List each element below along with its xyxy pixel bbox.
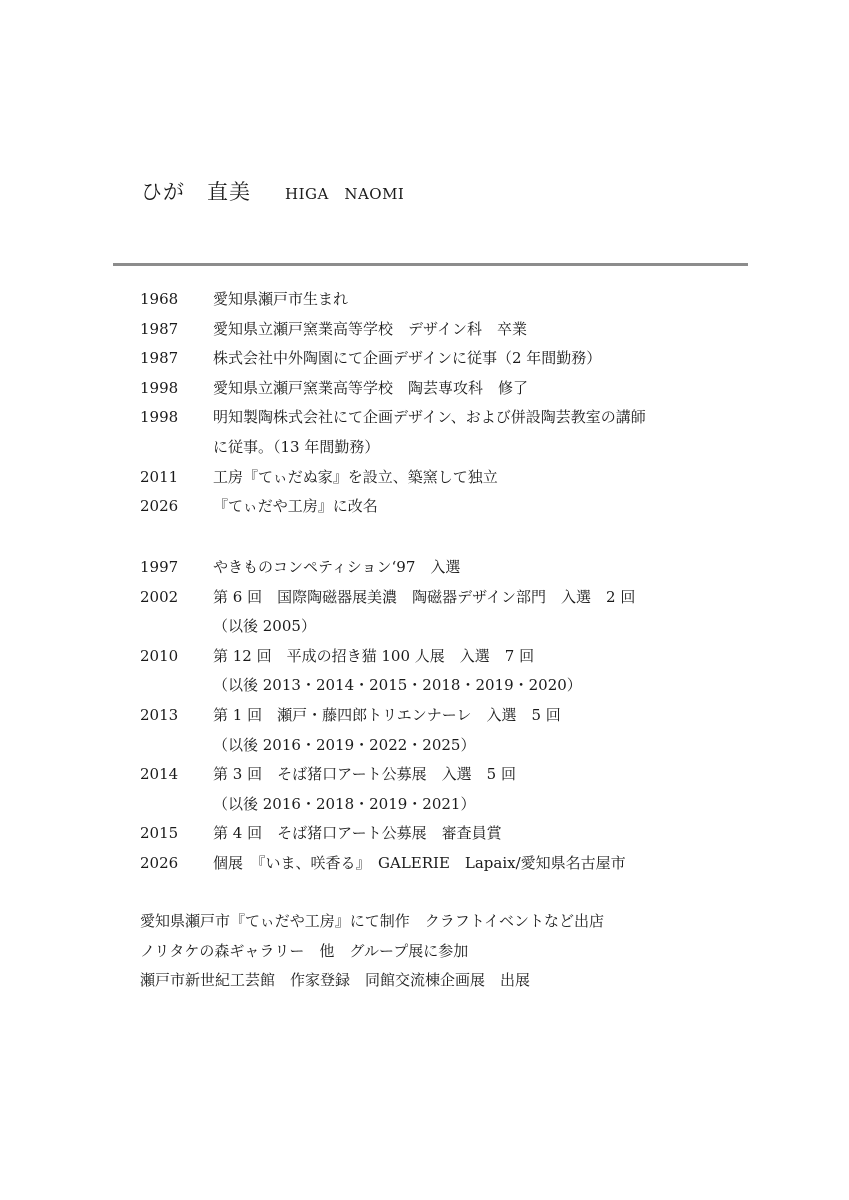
entry-text: （以後 2016・2018・2019・2021） [213, 794, 476, 813]
career-entry [140, 315, 760, 345]
exhibition-entry [140, 731, 760, 761]
exhibition-entry [140, 790, 760, 820]
career-history [140, 285, 760, 522]
entry-text: 第 12 回 平成の招き猫 100 人展 入選 7 回 [213, 646, 535, 665]
activity-note: 瀬戸市新世紀工芸館 作家登録 同館交流棟企画展 出展 [140, 971, 531, 990]
entry-year: 2010 [140, 646, 179, 665]
entry-text: 愛知県立瀬戸窯業高等学校 陶芸専攻科 修了 [213, 378, 529, 397]
entry-year: 1998 [140, 408, 179, 427]
entry-text: 愛知県瀬戸市生まれ [213, 290, 349, 308]
exhibition-entry [140, 701, 760, 731]
career-entry [140, 344, 760, 374]
entry-year [140, 671, 213, 701]
entry-text: 明知製陶株式会社にて企画デザイン、および併設陶芸教室の講師 [213, 408, 646, 427]
entry-text: 第 6 回 国際陶磁器展美濃 陶磁器デザイン部門 入選 2 回 [213, 587, 636, 606]
exhibition-entry [140, 642, 760, 672]
divider [113, 263, 748, 266]
entry-text: （以後 2016・2019・2022・2025） [213, 735, 476, 754]
exhibition-entry [140, 819, 760, 849]
exhibition-entry [140, 553, 760, 583]
entry-text: 第 3 回 そば猪口アート公募展 入選 5 回 [213, 765, 516, 784]
entry-text: （以後 2005） [213, 617, 316, 636]
career-entry [140, 463, 760, 493]
entry-year: 2013 [140, 705, 179, 724]
name-english: HIGA NAOMI [285, 185, 405, 203]
entry-text: 工房『てぃだぬ家』を設立、築窯して独立 [213, 467, 498, 486]
exhibition-history [140, 553, 760, 879]
entry-year [140, 612, 213, 642]
exhibition-entry [140, 612, 760, 642]
exhibition-entry [140, 849, 760, 879]
entry-text: 愛知県立瀬戸窯業高等学校 デザイン科 卒業 [213, 319, 527, 338]
entry-year: 2011 [140, 467, 179, 486]
entry-text: に従事。（13 年間勤務） [213, 437, 380, 456]
entry-text: （以後 2013・2014・2015・2018・2019・2020） [213, 676, 582, 695]
profile-name [141, 176, 404, 206]
name-japanese: ひが 直美 [141, 180, 251, 204]
entry-text: やきものコンペティション‘97 入選 [213, 558, 461, 576]
entry-text: 個展 『いま、咲香る』 GALERIE Lapaix/愛知県名古屋市 [213, 853, 626, 872]
entry-year: 1987 [140, 349, 179, 368]
exhibition-entry [140, 583, 760, 613]
entry-year [140, 731, 213, 761]
entry-text: 株式会社中外陶園にて企画デザインに従事（2 年間勤務） [213, 349, 602, 368]
exhibition-entry [140, 671, 760, 701]
entry-text: 第 1 回 瀬戸・藤四郎トリエンナーレ 入選 5 回 [213, 705, 561, 724]
entry-text: 第 4 回 そば猪口アート公募展 審査員賞 [213, 824, 502, 843]
entry-year [140, 790, 213, 820]
activity-note: 愛知県瀬戸市『てぃだや工房』にて制作 クラフトイベントなど出店 [140, 912, 604, 930]
career-entry [140, 433, 760, 463]
entry-year: 1998 [140, 378, 179, 397]
entry-year: 2026 [140, 497, 179, 516]
entry-year: 2002 [140, 587, 179, 606]
activity-notes [140, 907, 760, 996]
activity-note: ノリタケの森ギャラリー 他 グループ展に参加 [140, 941, 469, 960]
entry-year [140, 433, 213, 463]
entry-text: 『てぃだや工房』に改名 [213, 497, 378, 516]
career-entry [140, 492, 760, 522]
entry-year: 1997 [140, 558, 179, 576]
entry-year: 2014 [140, 765, 179, 784]
exhibition-entry [140, 760, 760, 790]
entry-year: 2015 [140, 824, 179, 843]
career-entry [140, 285, 760, 315]
career-entry [140, 374, 760, 404]
entry-year: 1987 [140, 319, 179, 338]
entry-year: 1968 [140, 290, 179, 308]
career-entry [140, 403, 760, 433]
entry-year: 2026 [140, 853, 179, 872]
